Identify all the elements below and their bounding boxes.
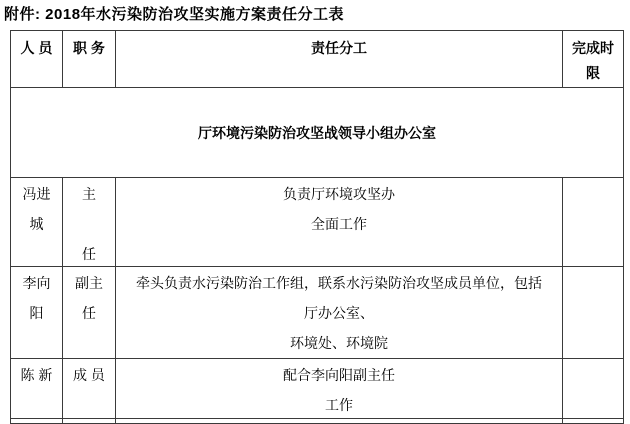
person-cell: 陈 新: [11, 359, 63, 418]
position-cell: 主 任: [63, 178, 116, 266]
deadline-cell: [563, 359, 623, 418]
document-title: 附件: 2018年水污染防治攻坚实施方案责任分工表: [4, 6, 345, 23]
table-row-1: [11, 178, 623, 267]
header-deadline: 完成时 限: [572, 40, 614, 81]
duty-cell: [116, 419, 563, 423]
header-duty: 责任分工: [116, 31, 563, 87]
table-header-row: [11, 31, 623, 88]
duty-cell: 配合李向阳副主任 工作: [116, 359, 563, 418]
group-office-label: 厅环境污染防治攻坚战领导小组办公室: [198, 124, 436, 141]
duty-cell: 牵头负责水污染防治工作组，联系水污染防治攻坚成员单位，包括 厅办公室、 环境处、环境院: [116, 267, 563, 358]
position-cell: [63, 419, 116, 423]
person-cell: [11, 419, 63, 423]
header-position: 职 务: [63, 31, 116, 87]
position-cell: 成 员: [63, 359, 116, 418]
deadline-cell: [563, 267, 623, 358]
table-row-2: [11, 267, 623, 359]
deadline-cell: [563, 419, 623, 423]
table-row-3: [11, 359, 623, 419]
person-cell: 冯进 城: [11, 178, 63, 266]
header-person: 人 员: [11, 31, 63, 87]
position-cell: 副主 任: [63, 267, 116, 358]
duty-cell: 负责厅环境攻坚办 全面工作: [116, 178, 563, 266]
responsibility-table: [10, 30, 624, 424]
person-cell: 李向 阳: [11, 267, 63, 358]
group-office-row: [11, 88, 623, 178]
deadline-cell: [563, 178, 623, 266]
partial-next-row: [11, 419, 623, 423]
